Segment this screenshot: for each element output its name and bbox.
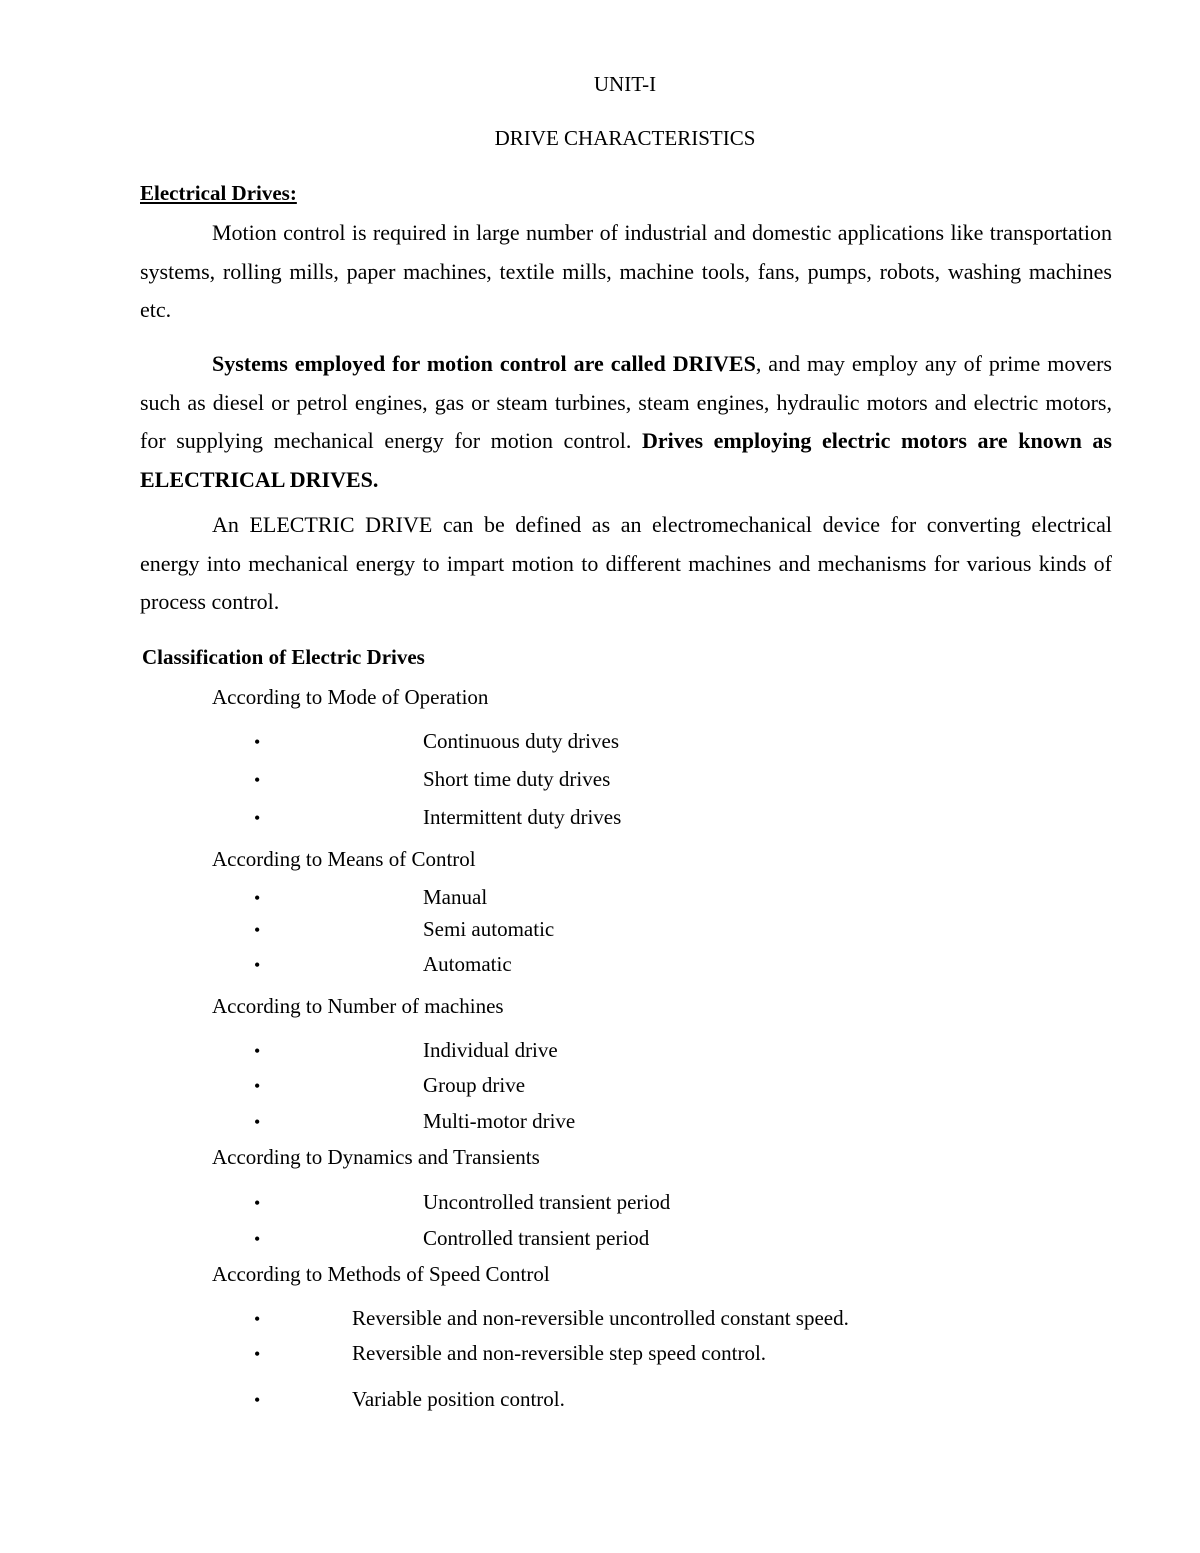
bullet-icon: • (254, 1229, 261, 1249)
bullet-icon: • (254, 1344, 261, 1364)
list-item: Group drive (423, 1073, 526, 1097)
list-item: Individual drive (423, 1038, 558, 1062)
bullet-icon: • (254, 888, 261, 908)
list-item: Continuous duty drives (423, 729, 620, 753)
list-item: Reversible and non-reversible uncontrolled constant speed. (352, 1306, 849, 1330)
section-heading-electrical-drives: Electrical Drives: (140, 181, 297, 205)
list-item: Automatic (423, 952, 512, 976)
group-label-number-of-machines: According to Number of machines (212, 994, 504, 1018)
list-item: Intermittent duty drives (423, 805, 622, 829)
paragraph-drives-definition (140, 345, 1112, 499)
list-item: Uncontrolled transient period (423, 1190, 671, 1214)
list-item: Short time duty drives (423, 767, 611, 791)
list-item: Multi-motor drive (423, 1109, 576, 1133)
bullet-icon: • (254, 1193, 261, 1213)
bullet-icon: • (254, 1112, 261, 1132)
list-item: Semi automatic (423, 917, 555, 941)
bullet-icon: • (254, 770, 261, 790)
bullet-icon: • (254, 732, 261, 752)
bullet-icon: • (254, 920, 261, 940)
group-label-means-of-control: According to Means of Control (212, 847, 476, 871)
paragraph-electric-drive-text: An ELECTRIC DRIVE can be defined as an electromechanical device for converting electrical energy into mechanical energy to impart motion to different machines and mechanisms for various kinds of process control. (140, 512, 1112, 614)
list-item: Controlled transient period (423, 1226, 650, 1250)
drives-definition-bold: Systems employed for motion control are called DRIVES (212, 351, 756, 376)
unit-label: UNIT-I (593, 72, 657, 96)
bullet-icon: • (254, 808, 261, 828)
group-label-mode-of-operation: According to Mode of Operation (212, 685, 489, 709)
group-label-methods-of-speed-control: According to Methods of Speed Control (212, 1262, 550, 1286)
list-item: Reversible and non-reversible step speed control. (352, 1341, 767, 1365)
section-heading-classification: Classification of Electric Drives (142, 645, 425, 669)
bullet-icon: • (254, 1390, 261, 1410)
bullet-icon: • (254, 1309, 261, 1329)
paragraph-motion-control (140, 214, 1112, 330)
paragraph-motion-control-text: Motion control is required in large number of industrial and domestic applications like transportation systems, rolling mills, paper machines, textile mills, machine tools, fans, pumps, robots, washing machines etc. (140, 220, 1112, 322)
drives-definition-text: , and may employ any of prime movers such as diesel or petrol engines, gas or steam turbines, steam engines, hydraulic motors and electric motors, for supplying mechanical energy for motion control. (140, 351, 1112, 453)
electrical-drives-definition-bold: Drives employing electric motors are known as ELECTRICAL DRIVES. (140, 428, 1112, 492)
page-title: DRIVE CHARACTERISTICS (494, 126, 756, 150)
paragraph-electric-drive (140, 506, 1112, 622)
group-label-dynamics-and-transients: According to Dynamics and Transients (212, 1145, 540, 1169)
bullet-icon: • (254, 1076, 261, 1096)
list-item: Variable position control. (352, 1387, 565, 1411)
bullet-icon: • (254, 955, 261, 975)
list-item: Manual (423, 885, 488, 909)
bullet-icon: • (254, 1041, 261, 1061)
